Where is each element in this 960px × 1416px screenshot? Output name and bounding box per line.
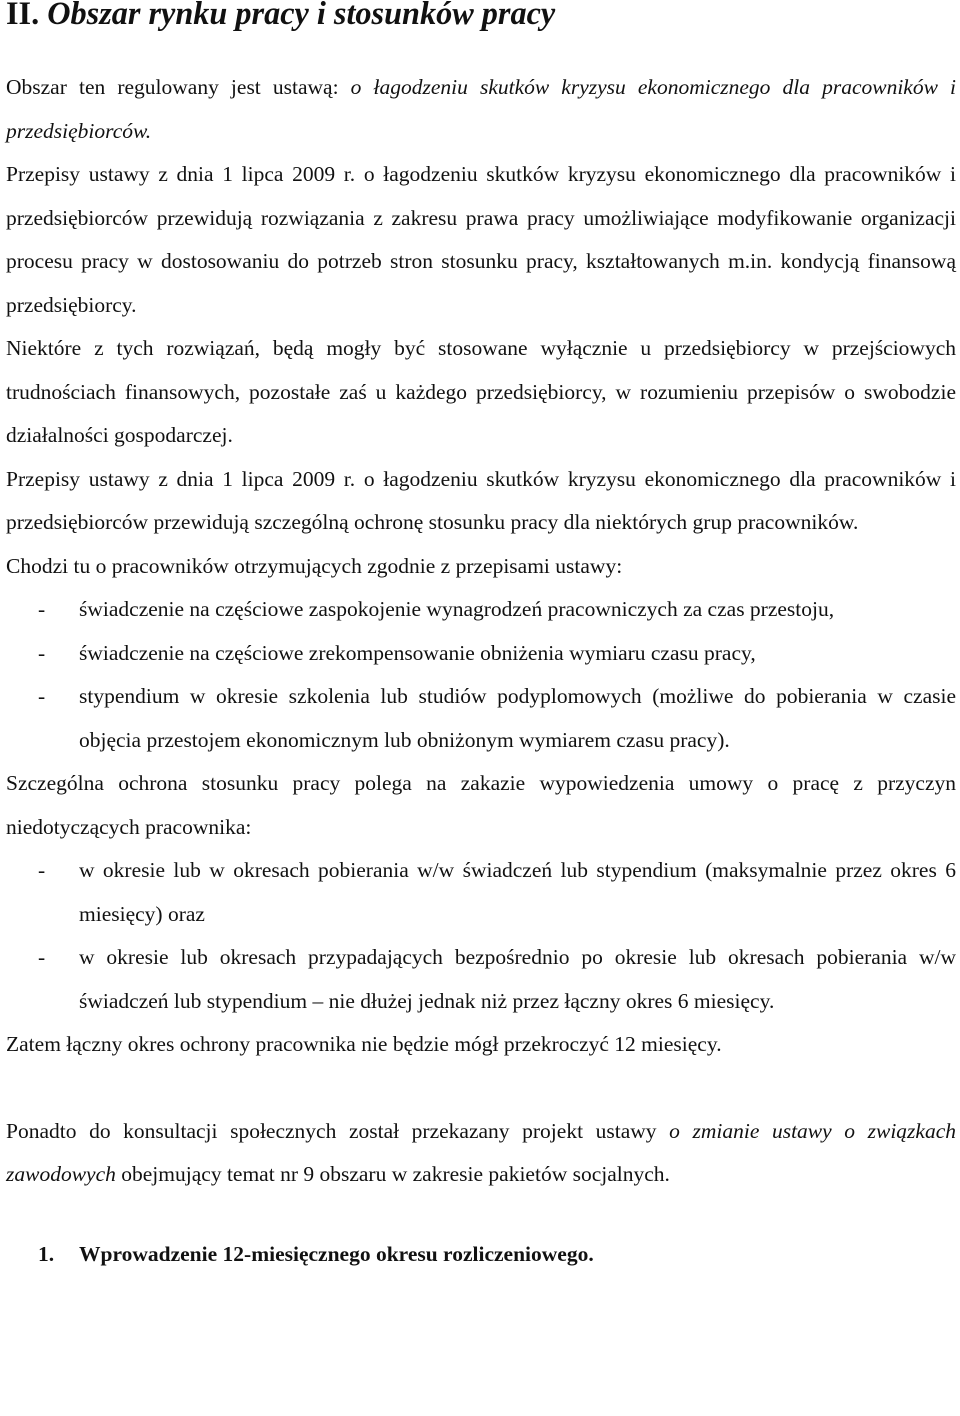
section-title: Wprowadzenie 12-miesięcznego okresu rozliczeniowego.: [79, 1241, 594, 1266]
document-page: [6, 0, 956, 1276]
spacer: [6, 1197, 956, 1233]
paragraph-total-period: Zatem łączny okres ochrony pracownika nie będzie mógł przekroczyć 12 miesięcy.: [6, 1032, 722, 1056]
benefits-list: [6, 588, 956, 762]
paragraph-intro-text: Obszar ten regulowany jest ustawą:: [6, 75, 351, 99]
paragraph-employees: Chodzi tu o pracowników otrzymujących zgodnie z przepisami ustawy:: [6, 553, 623, 578]
spacer: [6, 26, 956, 66]
section-heading: [6, 0, 956, 31]
list-item-text: stypendium w okresie szkolenia lub studiów podyplomowych (możliwe do pobierania w czasie objęcia przestojem ekonomicznym lub obniżonym wymiarem czasu pracy).: [79, 684, 956, 752]
spacer: [6, 1067, 956, 1110]
list-item-text: w okresie lub okresach przypadających bezpośrednio po okresie lub okresach pobierania w/w świadczeń lub stypendium – nie dłużej jednak niż przez łączny okres 6 miesięcy.: [79, 945, 956, 1013]
heading-title: Obszar rynku pracy i stosunków pracy: [47, 0, 556, 31]
heading-number: II.: [6, 0, 40, 31]
list-item-text: świadczenie na częściowe zaspokojenie wynagrodzeń pracowniczych za czas przestoju,: [79, 597, 835, 621]
paragraph-consultations-text-end: obejmujący temat nr 9 obszaru w zakresie pakietów socjalnych.: [115, 1162, 670, 1186]
dash-marker: -: [38, 640, 46, 665]
list-item-text: w okresie lub w okresach pobierania w/w świadczeń lub stypendium (maksymalnie przez okres 6 miesięcy) oraz: [79, 858, 956, 926]
paragraph-regulations: Przepisy ustawy z dnia 1 lipca 2009 r. o łagodzeniu skutków kryzysu ekonomicznego dla pracowników i przedsiębiorców przewidują rozwiązania z zakresu prawa pracy umożliwiające modyfikowanie organizacji procesu pracy w dostosowaniu do potrzeb stron stosunku pracy, kształtowanych m.in. kondycją finansową przedsiębiorcy.: [6, 162, 956, 317]
paragraph-dismissal-ban: Szczególna ochrona stosunku pracy polega na zakazie wypowiedzenia umowy o pracę z przyczyn niedotyczących pracownika:: [6, 771, 956, 839]
paragraph-protection: Przepisy ustawy z dnia 1 lipca 2009 r. o łagodzeniu skutków kryzysu ekonomicznego dla pracowników i przedsiębiorców przewidują szczególną ochronę stosunku pracy dla niektórych grup pracowników.: [6, 466, 956, 534]
act-title-italic: o łagodzeniu skutków kryzysu ekonomicznego dla pracowników i przedsiębiorców.: [6, 75, 956, 143]
dash-marker: -: [38, 945, 46, 969]
section-number: 1.: [38, 1241, 55, 1266]
list-item: [6, 849, 956, 936]
paragraph-intro: [6, 66, 956, 153]
numbered-section-title: [6, 1233, 956, 1277]
list-item: [6, 675, 956, 762]
periods-list: [6, 849, 956, 1023]
dash-marker: -: [38, 858, 46, 882]
dash-marker: -: [38, 597, 46, 621]
list-item: [6, 936, 956, 1023]
dash-marker: -: [38, 684, 46, 708]
paragraph-solutions: Niektóre z tych rozwiązań, będą mogły być stosowane wyłącznie u przedsiębiorcy w przejściowych trudnościach finansowych, pozostałe zaś u każdego przedsiębiorcy, w rozumieniu przepisów o swobodzie działalności gospodarczej.: [6, 336, 956, 447]
bill-title-italic: o zmianie ustawy o związkach zawodowych: [6, 1118, 956, 1186]
paragraph-consultations-text: Ponadto do konsultacji społecznych został przekazany projekt ustawy: [6, 1118, 670, 1143]
list-item: [6, 632, 956, 676]
paragraph-consultations: [6, 1110, 956, 1197]
list-item-text: świadczenie na częściowe zrekompensowanie obniżenia wymiaru czasu pracy,: [79, 640, 756, 665]
list-item: [6, 588, 956, 632]
